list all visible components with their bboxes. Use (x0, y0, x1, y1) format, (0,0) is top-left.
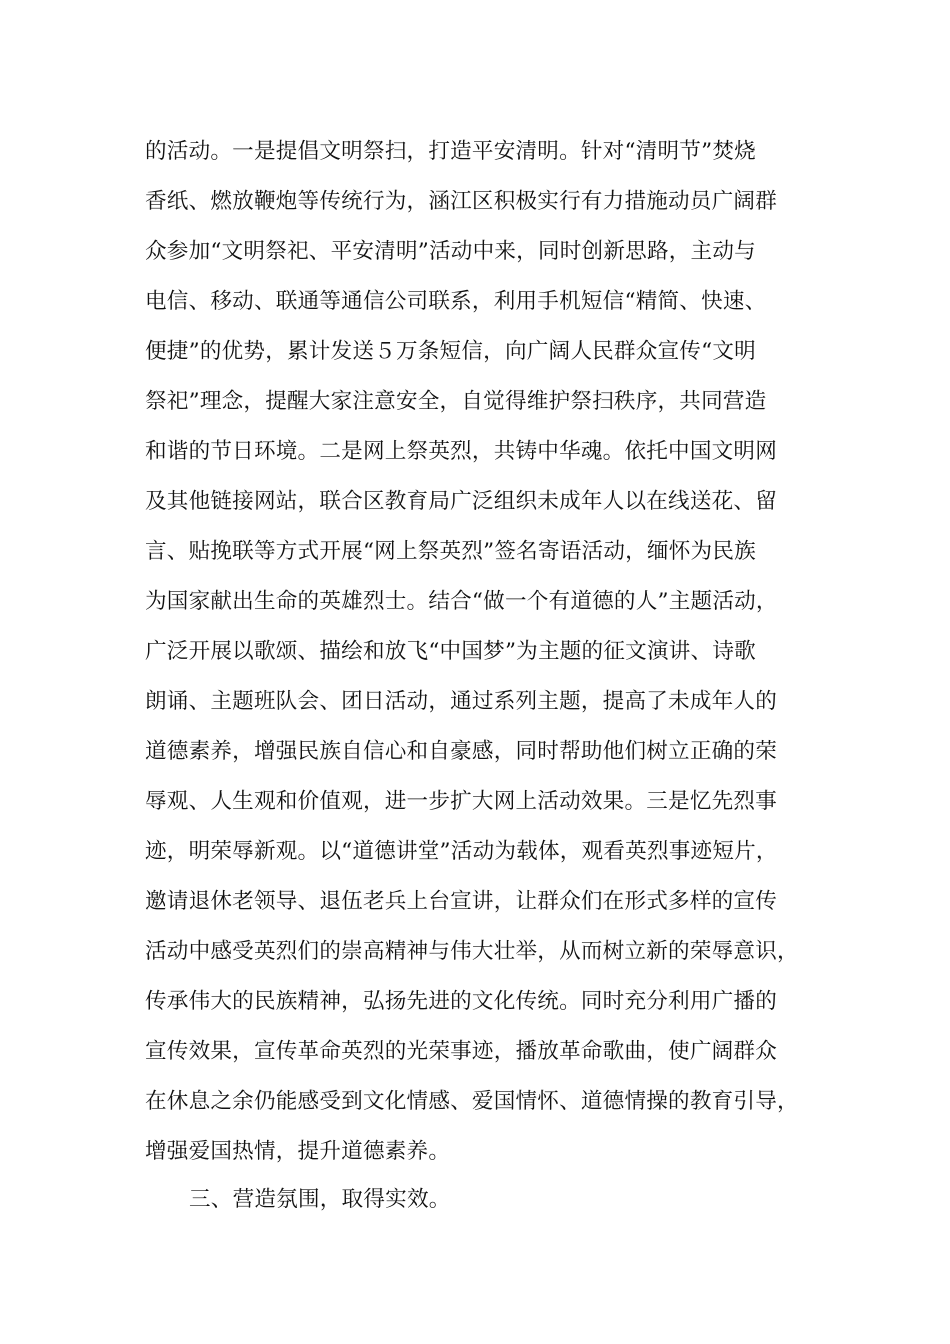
paragraph-line-3: 众参加“文明祭祀、平安清明”活动中来，同时创新思路，主动与 (145, 239, 756, 264)
body-paragraph (145, 127, 825, 1177)
paragraph-line-7: 和谐的节日环境。二是网上祭英烈，共铸中华魂。依托中国文明网 (145, 439, 778, 464)
paragraph-line-8: 及其他链接网站，联合区教育局广泛组织未成年人以在线送花、留 (145, 489, 778, 514)
section-heading: 三、营造氛围，取得实效。 (189, 1187, 451, 1212)
paragraph-line-18: 传承伟大的民族精神，弘扬先进的文化传统。同时充分利用广播的 (145, 989, 778, 1014)
paragraph-line-20: 在休息之余仍能感受到文化情感、爱国情怀、道德情操的教育引导， (145, 1089, 799, 1114)
paragraph-line-6: 祭祀”理念，提醒大家注意安全，自觉得维护祭扫秩序，共同营造 (145, 389, 767, 414)
paragraph-line-16: 邀请退休老领导、退伍老兵上台宣讲，让群众们在形式多样的宣传 (145, 889, 778, 914)
paragraph-line-14: 辱观、人生观和价值观，进一步扩大网上活动效果。三是忆先烈事 (145, 789, 778, 814)
paragraph-line-13: 道德素养，增强民族自信心和自豪感，同时帮助他们树立正确的荣 (145, 739, 778, 764)
paragraph-line-2: 香纸、燃放鞭炮等传统行为，涵江区积极实行有力措施动员广阔群 (145, 189, 778, 214)
paragraph-line-9: 言、贴挽联等方式开展“网上祭英烈”签名寄语活动，缅怀为民族 (145, 539, 756, 564)
paragraph-line-4: 电信、移动、联通等通信公司联系，利用手机短信“精简、快速、 (145, 289, 767, 314)
paragraph-line-17: 活动中感受英烈们的崇高精神与伟大壮举，从而树立新的荣辱意识， (145, 939, 799, 964)
paragraph-line-21: 增强爱国热情，提升道德素养。 (145, 1139, 451, 1164)
paragraph-line-12: 朗诵、主题班队会、团日活动，通过系列主题，提高了未成年人的 (145, 689, 778, 714)
paragraph-line-15: 迹，明荣辱新观。以“道德讲堂”活动为载体，观看英烈事迹短片， (145, 839, 778, 864)
paragraph-line-19: 宣传效果，宣传革命英烈的光荣事迹，播放革命歌曲，使广阔群众 (145, 1039, 778, 1064)
paragraph-line-1: 的活动。一是提倡文明祭扫，打造平安清明。针对“清明节”焚烧 (145, 139, 756, 164)
paragraph-line-11: 广泛开展以歌颂、描绘和放飞“中国梦”为主题的征文演讲、诗歌 (145, 639, 756, 664)
paragraph-line-5: 便捷”的优势，累计发送５万条短信，向广阔人民群众宣传“文明 (145, 339, 756, 364)
paragraph-line-10: 为国家献出生命的英雄烈士。结合“做一个有道德的人”主题活动， (145, 589, 778, 614)
